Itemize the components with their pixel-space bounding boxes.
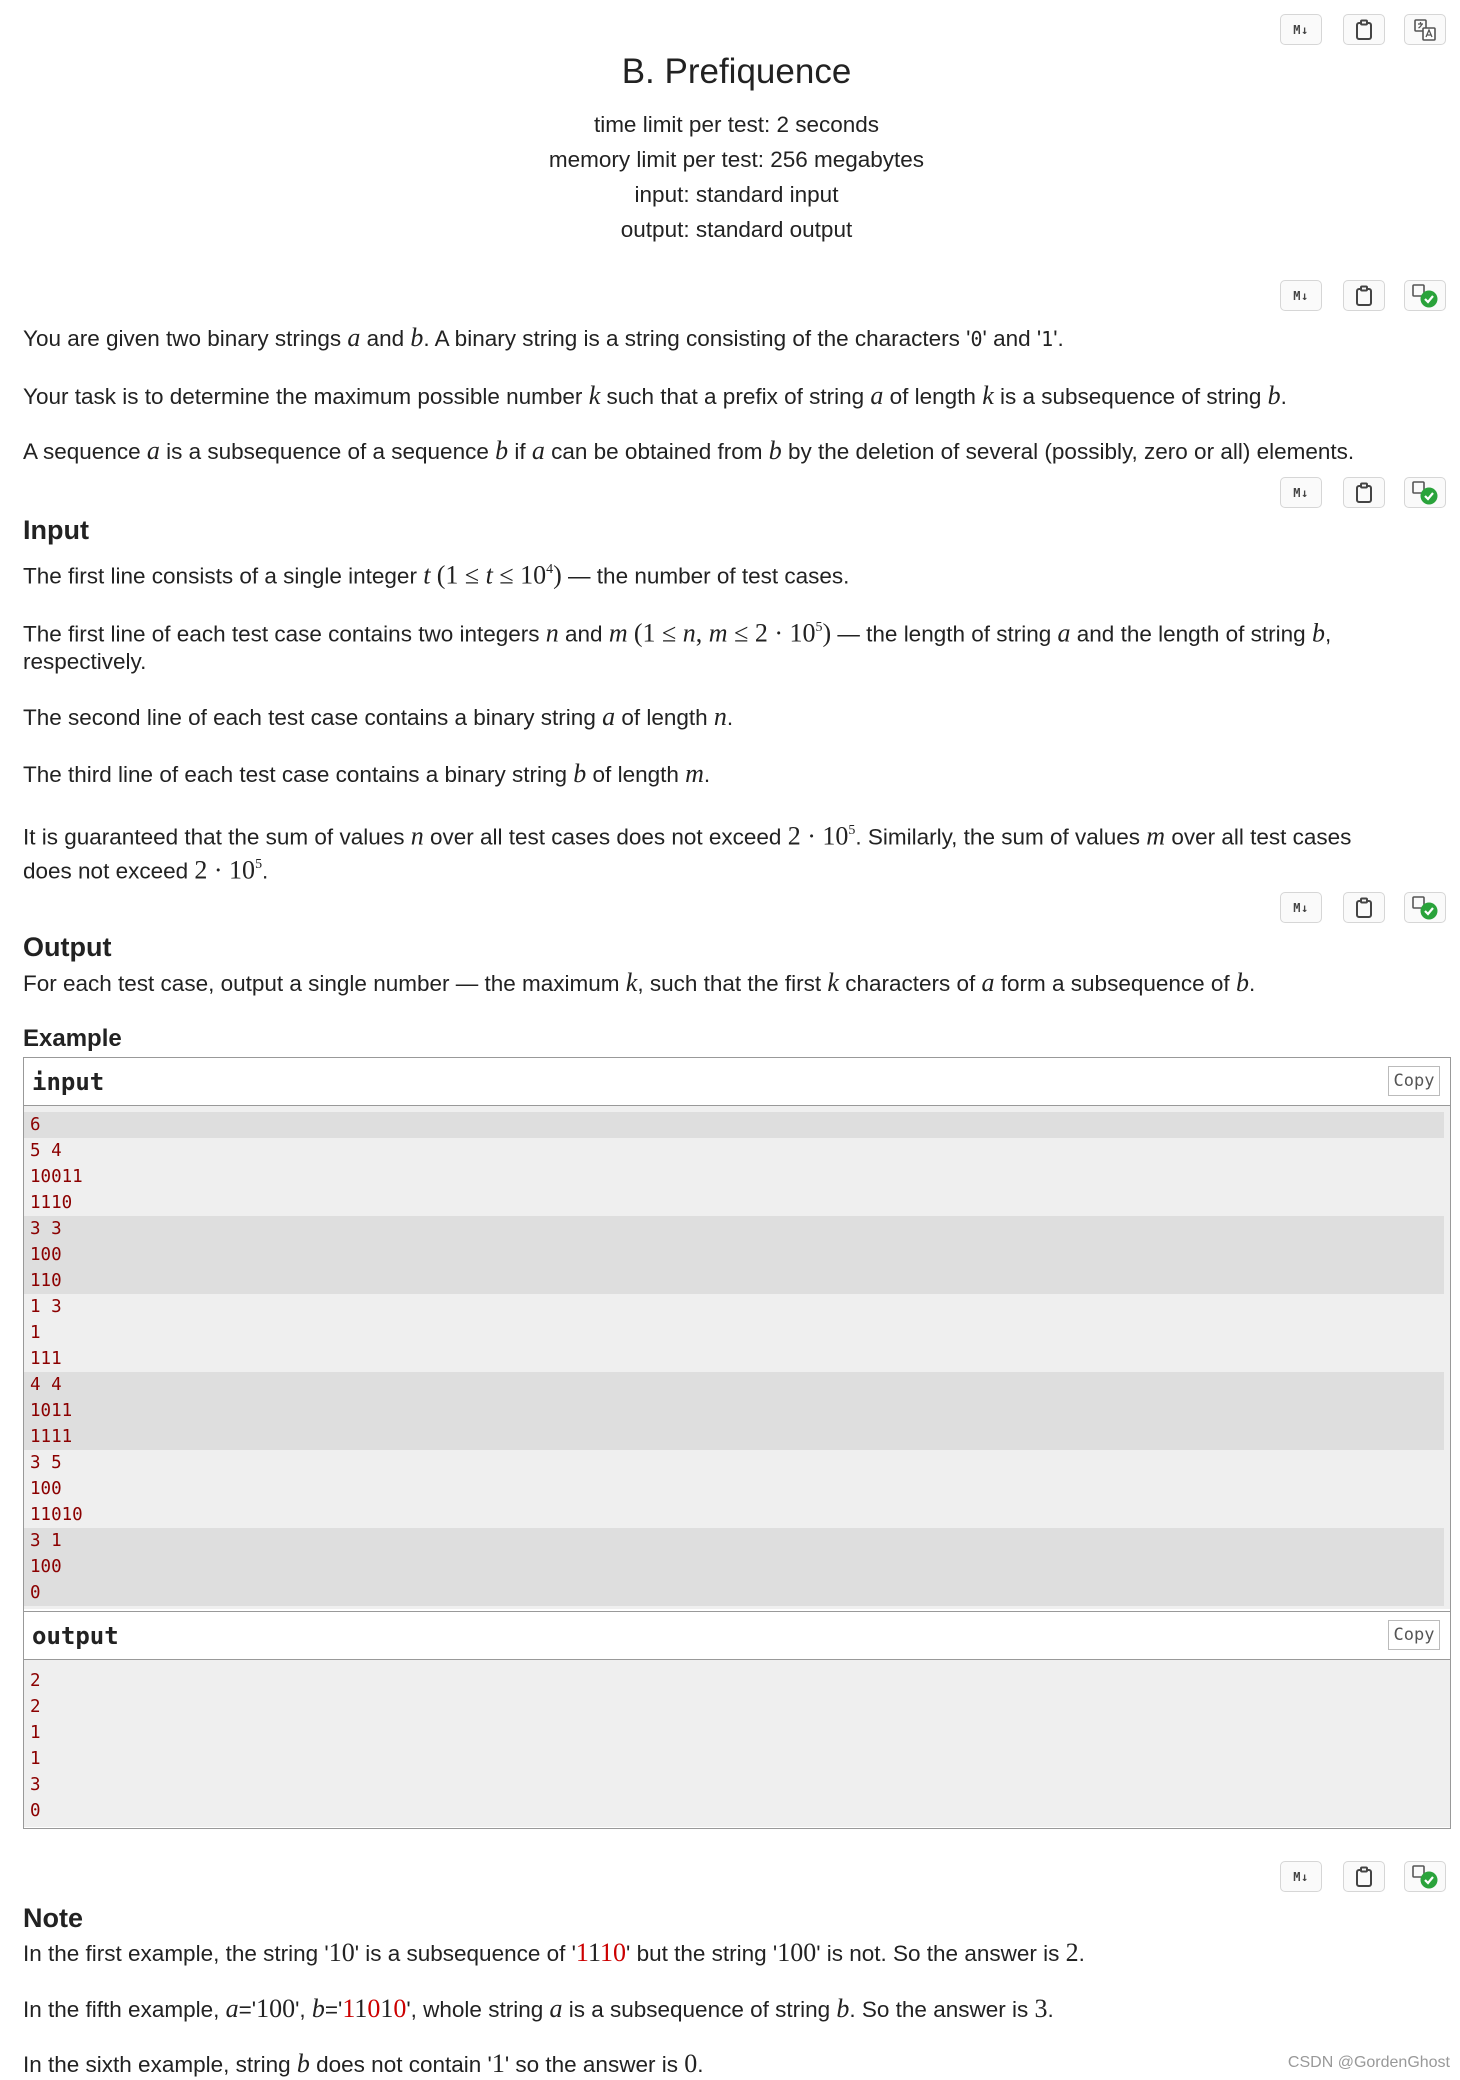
output-copy-button[interactable] <box>1343 892 1385 923</box>
input-heading: Input <box>23 515 89 545</box>
sample-input-line: 1011 <box>24 1398 1444 1424</box>
translate-icon <box>1413 18 1437 42</box>
sample-input <box>24 1106 1450 1609</box>
sample-output-header <box>24 1611 1450 1660</box>
sample-input-line: 11010 <box>30 1505 83 1525</box>
copy-statement-button[interactable] <box>1343 14 1385 45</box>
sample-input-line: 100 <box>24 1242 1444 1268</box>
copy-output-button[interactable]: Copy <box>1388 1620 1440 1650</box>
sample-input-line: 1110 <box>30 1193 73 1213</box>
clipboard-icon <box>1354 1866 1374 1888</box>
output-line-1: For each test case, output a single number — the maximum k, such that the first k characters of a form a subsequence of b. <box>23 968 1256 997</box>
watermark: CSDN @GordenGhost <box>1287 2054 1450 2071</box>
sample-output <box>24 1660 1450 1827</box>
note-line-3: In the sixth example, string b does not contain '1' so the answer is 0. <box>23 2049 704 2078</box>
translate-check-icon <box>1411 480 1439 506</box>
sample-input-line: 1 3 <box>30 1297 62 1317</box>
output-markdown-button[interactable] <box>1280 892 1322 923</box>
clipboard-icon <box>1354 19 1374 41</box>
sample-input-line: 4 4 <box>24 1372 1444 1398</box>
legend-translated-button[interactable] <box>1404 280 1446 311</box>
input-translated-button[interactable] <box>1404 477 1446 508</box>
input-line-5-cont: does not exceed $2 \cdot 10^5$. <box>23 855 269 885</box>
input-file: input: standard input <box>634 182 839 207</box>
note-line-1: In the first example, the string '10' is a subsequence of '1110' but the string '100' is not. So the answer is 2. <box>23 1938 1085 1967</box>
markdown-button[interactable] <box>1280 14 1322 45</box>
markdown-icon: M↓ <box>1293 22 1309 37</box>
input-line-2: The first line of each test case contains two integers n and m (1 ≤ n, $m \le 2 \cdot 10^5$) — the length of string a and the length of string b, <box>23 618 1332 648</box>
clipboard-icon <box>1354 897 1374 919</box>
output-translated-button[interactable] <box>1404 892 1446 923</box>
note-copy-button[interactable] <box>1343 1861 1385 1892</box>
output-heading: Output <box>23 932 112 962</box>
sample-input-header <box>24 1058 1450 1106</box>
memory-limit: memory limit per test: 256 megabytes <box>548 147 925 172</box>
sample-input-line: 0 <box>24 1580 1444 1606</box>
input-line-2-cont: respectively. <box>23 649 147 674</box>
input-line-1: The first line consists of a single integer t $(1 \le t \le 10^4)$ — the number of test cases. <box>23 560 850 590</box>
sample-input-line: 1111 <box>24 1424 1444 1450</box>
sample-output-label: output <box>32 1622 119 1650</box>
sample-input-line: 10011 <box>30 1167 83 1187</box>
sample-output-line: 0 <box>30 1801 41 1821</box>
sample-input-line: 5 4 <box>30 1141 62 1161</box>
markdown-icon: M↓ <box>1293 900 1309 915</box>
markdown-icon: M↓ <box>1293 485 1309 500</box>
translate-button[interactable] <box>1404 14 1446 45</box>
problem-title: B. Prefiquence <box>621 52 852 91</box>
note-line-2: In the fifth example, a='100', b='11010', whole string a is a subsequence of string b. So the answer is 3. <box>23 1994 1054 2023</box>
input-line-5: It is guaranteed that the sum of values n over all test cases does not exceed $2 \cdot 10^5$. Similarly, the sum of values m over all test cases <box>23 821 1352 851</box>
sample-input-label: input <box>32 1068 105 1096</box>
input-copy-button[interactable] <box>1343 477 1385 508</box>
legend-paragraph-1: You are given two binary strings a and b. A binary string is a string consisting of the characters '0' and '1'. <box>23 323 1064 352</box>
legend-markdown-button[interactable] <box>1280 280 1322 311</box>
sample-input-line: 100 <box>24 1554 1444 1580</box>
copy-input-button[interactable]: Copy <box>1388 1066 1440 1096</box>
input-line-3: The second line of each test case contains a binary string a of length n. <box>23 702 734 731</box>
time-limit: time limit per test: 2 seconds <box>593 112 880 137</box>
markdown-icon: M↓ <box>1293 1869 1309 1884</box>
sample-output-line: 2 <box>30 1697 41 1717</box>
example-heading: Example <box>23 1025 122 1052</box>
sample-output-line: 2 <box>30 1671 41 1691</box>
legend-paragraph-2: Your task is to determine the maximum possible number k such that a prefix of string a of length k is a subsequence of string b. <box>23 381 1287 410</box>
note-translated-button[interactable] <box>1404 1861 1446 1892</box>
sample-input-line: 3 1 <box>24 1528 1444 1554</box>
sample-input-line: 1 <box>30 1323 41 1343</box>
example-box <box>23 1057 1451 1829</box>
sample-output-line: 1 <box>30 1723 41 1743</box>
legend-copy-button[interactable] <box>1343 280 1385 311</box>
sample-input-line: 3 3 <box>24 1216 1444 1242</box>
legend-paragraph-3: A sequence a is a subsequence of a sequence b if a can be obtained from b by the deletion of several (possibly, zero or all) elements. <box>23 436 1355 465</box>
sample-input-line: 6 <box>24 1112 1444 1138</box>
note-heading: Note <box>23 1903 83 1933</box>
translate-check-icon <box>1411 283 1439 309</box>
sample-input-line: 111 <box>30 1349 62 1369</box>
note-markdown-button[interactable] <box>1280 1861 1322 1892</box>
clipboard-icon <box>1354 285 1374 307</box>
sample-input-line: 100 <box>30 1479 62 1499</box>
sample-output-line: 3 <box>30 1775 41 1795</box>
output-file: output: standard output <box>620 217 853 242</box>
clipboard-icon <box>1354 482 1374 504</box>
translate-check-icon <box>1411 1864 1439 1890</box>
markdown-icon: M↓ <box>1293 288 1309 303</box>
sample-input-line: 110 <box>24 1268 1444 1294</box>
translate-check-icon <box>1411 895 1439 921</box>
sample-output-line: 1 <box>30 1749 41 1769</box>
sample-input-line: 3 5 <box>30 1453 62 1473</box>
input-line-4: The third line of each test case contains a binary string b of length m. <box>23 759 711 788</box>
input-markdown-button[interactable] <box>1280 477 1322 508</box>
